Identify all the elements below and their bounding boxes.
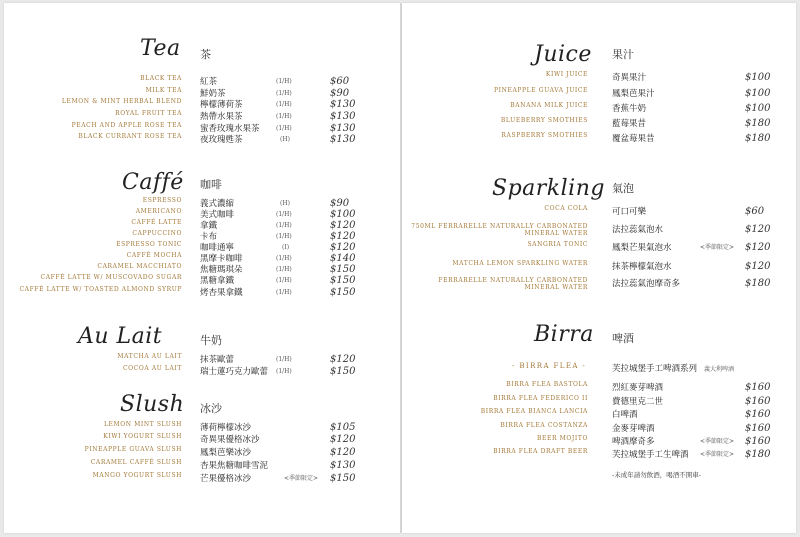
menu-item: MANGO YOGURT SLUSH 芒果優格冰沙 <季節限定> $150 (92, 472, 356, 484)
sparkling-section-title-zh: 氣泡 (612, 182, 634, 195)
menu-item: MATCHA AU LAIT 抹茶歐蕾 (1/H) $120 (117, 353, 356, 365)
menu-item: SANGRIA TONIC 鳳梨芒果氣泡水 <季節限定> $120 (527, 241, 771, 253)
juice-section-title: Juice (534, 42, 592, 67)
menu-item: LEMON MINT SLUSH 薄荷檸檬冰沙 $105 (103, 421, 356, 433)
menu-item: BIRRA FLEA DRAFT BEER 芙拉城堡手工生啤酒 <季節限定> $180 (493, 448, 771, 460)
menu-item: ESPRESSO 義式濃縮 (H) $90 (142, 197, 350, 209)
menu-item: BIRRA FLEA COSTANZA 金麥芽啤酒 $160 (500, 422, 771, 434)
menu-item: COCA COLA 可口可樂 $60 (544, 205, 765, 217)
menu-item: BIRRA FLEA BIANCA LANCIA 白啤酒 $160 (480, 408, 771, 420)
menu-item: CAPPUCCINO 卡布 (1/H) $120 (132, 230, 356, 242)
menu-item: PEACH AND APPLE ROSE TEA 蜜香玫瑰水果茶 (1/H) $130 (71, 122, 356, 134)
menu-item: BEER MOJITO 啤酒摩奇多 <季節限定> $160 (537, 435, 771, 447)
menu-item: BLUEBERRY SMOTHIES 藍莓果昔 $180 (500, 117, 771, 129)
menu-item: CAFFÉ LATTE 拿鐵 (1/H) $120 (131, 219, 356, 231)
menu-item: RASPBERRY SMOTHIES 覆盆莓果昔 $180 (501, 132, 771, 144)
slush-section-title-zh: 冰沙 (200, 402, 222, 415)
menu-item: ESPRESSO TONIC 咖啡通寧 (I) $120 (116, 241, 356, 253)
birra-flea-brand-zh: 芙拉城堡手工啤酒系列 (612, 364, 698, 374)
menu-item: BLACK CURRANT ROSE TEA 夜玫瑰甦茶 (H) $130 (78, 133, 356, 145)
menu-item: BIRRA FLEA FEDERICO II 費德里克二世 $160 (493, 395, 771, 407)
sparkling-section-title: Sparkling (492, 176, 605, 201)
menu-item: BIRRA FLEA BASTOLA 烈紅麥芽啤酒 $160 (506, 381, 771, 393)
birra-section-title: Birra (534, 322, 594, 347)
tea-section-title-zh: 茶 (200, 48, 211, 61)
menu-item: CARAMEL CAFFÉ SLUSH 杏果焦糖咖啡雪泥 $130 (90, 459, 356, 471)
menu-item: PINEAPPLE GUAVA JUICE 鳳梨芭果汁 $100 (494, 87, 771, 99)
alcohol-warning: -未成年請勿飲酒，喝酒不開車- (612, 471, 701, 479)
menu-item: CAFFÉ MOCHA 黑摩卡咖啡 (1/H) $140 (126, 252, 356, 264)
menu-item: KIWI YOGURT SLUSH 奇異果優格冰沙 $120 (103, 433, 356, 445)
menu-item: KIWI JUICE 奇異果汁 $100 (545, 71, 771, 83)
menu-item: COCOA AU LAIT 瑞士蓮巧克力歐蕾 (1/H) $150 (122, 365, 356, 377)
menu-item: AMERICANO 美式咖啡 (1/H) $100 (135, 208, 356, 220)
menu-item: PINEAPPLE GUAVA SLUSH 鳳梨芭樂冰沙 $120 (84, 446, 356, 458)
menu-item: FERRARELLE NATURALLY CARBONATED MINERAL WATER 法拉蕊氣泡摩奇多 $180 (438, 277, 771, 291)
aulait-section-title-zh: 牛奶 (200, 334, 222, 347)
menu-item: BANANA MILK JUICE 香蕉牛奶 $100 (510, 102, 771, 114)
menu-item: ROYAL FRUIT TEA 熱帶水果茶 (1/H) $130 (115, 110, 356, 122)
menu-item: CAFFÉ LATTE W/ MUSCOVADO SUGAR 黑糖拿鐵 (1/H) $150 (40, 274, 356, 286)
menu-item: CARAMEL MACCHIATO 焦糖瑪琪朵 (1/H) $150 (97, 263, 356, 275)
menu-item: MATCHA LEMON SPARKLING WATER 抹茶檸檬氣泡水 $120 (452, 260, 771, 272)
menu-item: LEMON & MINT HERBAL BLEND 檸檬薄荷茶 (1/H) $130 (61, 98, 356, 110)
tea-section-title: Tea (140, 36, 181, 61)
menu-item: MILK TEA 鮮奶茶 (1/H) $90 (145, 87, 350, 99)
aulait-section-title: Au Lait (78, 324, 163, 349)
juice-section-title-zh: 果汁 (612, 48, 634, 61)
menu-item: CAFFÉ LATTE W/ TOASTED ALMOND SYRUP 烤杏果拿鐵 (1/H) $150 (19, 286, 356, 298)
birra-section-title-zh: 啤酒 (612, 332, 634, 345)
caffe-section-title: Caffé (122, 170, 184, 195)
caffe-section-title-zh: 咖啡 (200, 178, 222, 191)
menu-item: BLACK TEA 紅茶 (1/H) $60 (140, 75, 350, 87)
menu-item: 750ML FERRARELLE NATURALLY CARBONATED MINERAL WATER 法拉蕊氣泡水 $120 (411, 223, 771, 237)
birra-flea-brand: - BIRRA FLEA - (512, 362, 587, 370)
birra-flea-origin: 義大利啤酒 (704, 366, 735, 373)
slush-section-title: Slush (120, 392, 185, 417)
